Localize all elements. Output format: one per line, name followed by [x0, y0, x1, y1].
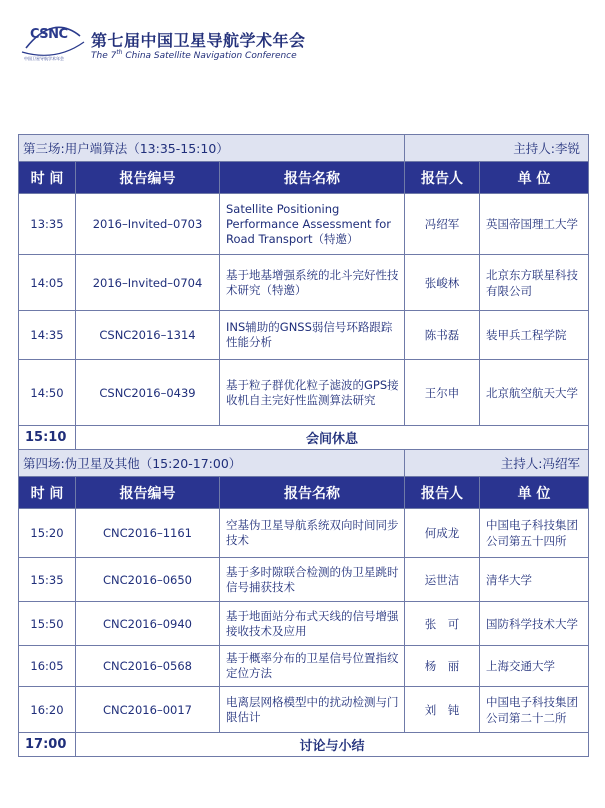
talk-code: CNC2016–1161: [76, 509, 220, 558]
break-row: [19, 733, 589, 757]
talk-title: 基于粒子群优化粒子滤波的GPS接收机自主完好性监测算法研究: [220, 360, 405, 426]
break-time: 17:00: [19, 733, 76, 757]
talk-code: CSNC2016–0439: [76, 360, 220, 426]
session-title: 第三场:用户端算法（13:35-15:10）: [19, 135, 405, 162]
talk-row: [19, 687, 589, 733]
conference-header: [18, 18, 588, 68]
talk-unit: 北京东方联星科技有限公司: [480, 255, 589, 311]
talk-row: [19, 509, 589, 558]
talk-title: INS辅助的GNSS弱信号环路跟踪性能分析: [220, 311, 405, 360]
talk-title: 基于概率分布的卫星信号位置指纹定位方法: [220, 646, 405, 687]
talk-unit: 英国帝国理工大学: [480, 194, 589, 255]
session-host: 主持人:李锐: [405, 135, 589, 162]
talk-row: [19, 194, 589, 255]
talk-speaker: 杨 丽: [405, 646, 480, 687]
column-header: 报告编号: [76, 477, 220, 509]
break-time: 15:10: [19, 426, 76, 450]
talk-row: [19, 558, 589, 602]
talk-time: 15:50: [19, 602, 76, 646]
talk-unit: 清华大学: [480, 558, 589, 602]
talk-title: 空基伪卫星导航系统双向时间同步技术: [220, 509, 405, 558]
talk-speaker: 张峻林: [405, 255, 480, 311]
talk-row: [19, 255, 589, 311]
talk-unit: 国防科学技术大学: [480, 602, 589, 646]
talk-unit: 中国电子科技集团公司第二十二所: [480, 687, 589, 733]
column-header: 时 间: [19, 162, 76, 194]
talk-unit: 装甲兵工程学院: [480, 311, 589, 360]
talk-row: [19, 602, 589, 646]
talk-time: 13:35: [19, 194, 76, 255]
talk-code: 2016–Invited–0703: [76, 194, 220, 255]
schedule-table: [18, 134, 589, 757]
talk-speaker: 陈书磊: [405, 311, 480, 360]
talk-time: 15:20: [19, 509, 76, 558]
conference-title-cn: 第七届中国卫星导航学术年会: [91, 31, 306, 50]
logo-text: CSNC: [30, 27, 68, 42]
break-label: 会间休息: [76, 426, 589, 450]
column-header: 报告人: [405, 162, 480, 194]
talk-code: CNC2016–0940: [76, 602, 220, 646]
talk-code: CNC2016–0650: [76, 558, 220, 602]
logo-small-text: 中国卫星导航学术年会: [24, 56, 64, 61]
talk-unit: 上海交通大学: [480, 646, 589, 687]
talk-code: CNC2016–0017: [76, 687, 220, 733]
talk-title: 基于地面站分布式天线的信号增强接收技术及应用: [220, 602, 405, 646]
talk-code: CNC2016–0568: [76, 646, 220, 687]
talk-speaker: 何成龙: [405, 509, 480, 558]
talk-row: [19, 311, 589, 360]
column-header: 单 位: [480, 477, 589, 509]
talk-time: 14:05: [19, 255, 76, 311]
break-label: 讨论与小结: [76, 733, 589, 757]
talk-speaker: 张 可: [405, 602, 480, 646]
break-row: [19, 426, 589, 450]
column-header: 时 间: [19, 477, 76, 509]
talk-time: 16:05: [19, 646, 76, 687]
talk-title: 基于多时隙联合检测的伪卫星跳时信号捕获技术: [220, 558, 405, 602]
talk-title: Satellite Positioning Performance Assessment for Road Transport（特邀）: [220, 194, 405, 255]
talk-title: 基于地基增强系统的北斗完好性技术研究（特邀）: [220, 255, 405, 311]
session-header: [19, 450, 589, 477]
session-header: [19, 135, 589, 162]
talk-time: 14:50: [19, 360, 76, 426]
column-header-row: [19, 162, 589, 194]
talk-time: 14:35: [19, 311, 76, 360]
column-header: 报告人: [405, 477, 480, 509]
column-header-row: [19, 477, 589, 509]
talk-title: 电离层网格模型中的扰动检测与门限估计: [220, 687, 405, 733]
talk-speaker: 刘 钝: [405, 687, 480, 733]
column-header: 报告名称: [220, 477, 405, 509]
talk-unit: 北京航空航天大学: [480, 360, 589, 426]
session-host: 主持人:冯绍军: [405, 450, 589, 477]
column-header: 报告名称: [220, 162, 405, 194]
talk-time: 15:35: [19, 558, 76, 602]
talk-code: 2016–Invited–0704: [76, 255, 220, 311]
column-header: 报告编号: [76, 162, 220, 194]
session-title: 第四场:伪卫星及其他（15:20-17:00）: [19, 450, 405, 477]
talk-code: CSNC2016–1314: [76, 311, 220, 360]
conference-title-en: The 7th China Satellite Navigation Conference: [91, 49, 297, 61]
csnc-logo: [18, 18, 88, 64]
column-header: 单 位: [480, 162, 589, 194]
talk-speaker: 王尔申: [405, 360, 480, 426]
talk-unit: 中国电子科技集团公司第五十四所: [480, 509, 589, 558]
talk-speaker: 冯绍军: [405, 194, 480, 255]
talk-speaker: 运世洁: [405, 558, 480, 602]
talk-time: 16:20: [19, 687, 76, 733]
talk-row: [19, 646, 589, 687]
talk-row: [19, 360, 589, 426]
